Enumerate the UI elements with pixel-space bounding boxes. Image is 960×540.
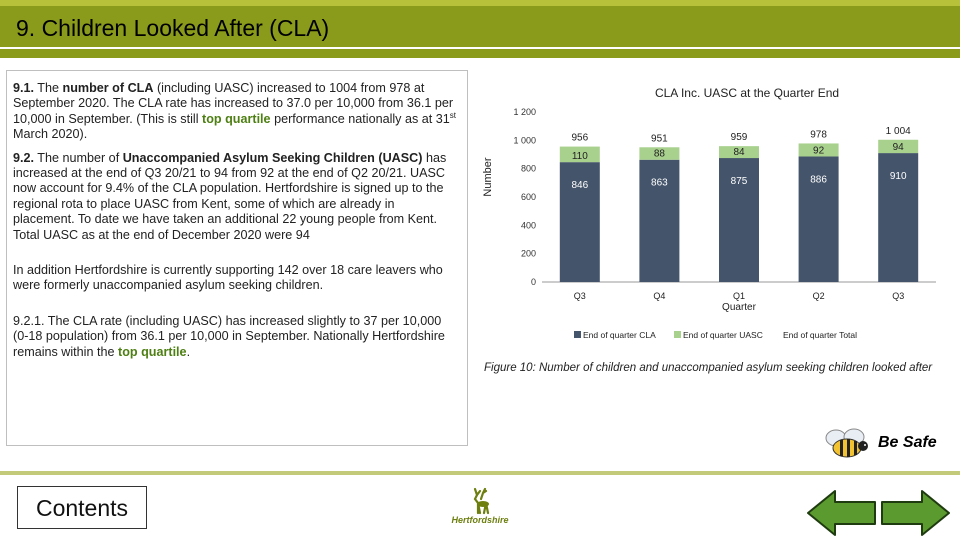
data-label-uasc: 94 [892,142,904,154]
text-panel [6,70,468,446]
next-arrow-button[interactable] [878,488,952,540]
page-title: 9. Children Looked After (CLA) [16,15,330,41]
data-label-total: 951 [651,133,668,145]
title-strip [0,0,960,6]
bold-text: number of CLA [62,81,154,95]
left-arrow-icon [805,488,879,538]
highlight-text: top quartile [118,344,187,359]
text: March 2020). [13,127,88,142]
hertfordshire-logo [448,485,512,529]
legend-swatch [674,331,681,338]
x-tick-label: Q4 [653,291,666,301]
chart-area [478,70,956,360]
text: has increased at the end of Q3 20/21 to 94 from 92 at the end of Q2 20/21. UASC now account for 9.4% of the CLA population. Hertfordshire is signed up to the regional rota to place UASC from Kent, some of which are already in placement. To date we have taken an additional 22 young people from Kent. Total UASC as at the end of December 2020 were 94 [13,150,447,242]
text: The number of [34,150,123,165]
x-tick-label: Q2 [812,291,825,301]
figure-caption: Figure 10: Number of children and unaccompanied asylum seeking children looked after [484,362,933,374]
x-tick-label: Q3 [573,291,586,301]
data-label-uasc: 88 [653,148,665,160]
y-tick-label: 0 [530,277,536,287]
bold-text: Unaccompanied Asylum Seeking Children (UASC) [122,150,423,165]
bee-icon [818,426,876,462]
data-label-uasc: 92 [813,145,825,157]
x-tick-label: Q1 [732,291,746,301]
y-tick-label: 200 [520,248,536,259]
data-label-total: 959 [730,132,748,144]
paragraph-9-2 [13,151,459,243]
logo-label: Hertfordshire [451,515,509,525]
data-label-total: 978 [810,129,827,141]
legend-label: End of quarter Total [783,330,858,340]
text: performance nationally as at 31 [270,111,450,126]
be-safe-badge [816,426,956,462]
x-axis-label: Quarter [722,302,756,313]
text: (including UASC) increased to 1004 from 978 at September 2020. The CLA rate has increased to 37.0 per 10,000 from 36.1 per 10,000 in September. (This is still [13,81,454,126]
legend-label: End of quarter CLA [583,330,656,340]
data-label-cla: 910 [889,171,907,183]
section-number: 9.2.1. [13,313,45,328]
title-bar [0,0,960,58]
y-tick-label: 1 200 [513,107,536,117]
data-label-uasc: 84 [733,147,745,159]
previous-arrow-button[interactable] [805,488,879,540]
text: The CLA rate (including UASC) has increased slightly to 37 per 10,000 (0-18 population) from 36.1 per 10,000 in September. Nationally Hertfordshire remains within the [13,313,445,359]
right-arrow-icon [878,488,952,538]
y-axis-label: Number [482,157,494,197]
y-tick-label: 800 [520,163,536,174]
section-number: 9.2. [13,150,35,165]
data-label-total: 1 004 [885,125,911,137]
paragraph-9-1 [13,81,459,143]
data-label-total: 956 [571,132,589,144]
chart-title: CLA Inc. UASC at the Quarter End [654,86,840,100]
y-tick-label: 1 000 [513,135,536,146]
legend-swatch [574,331,581,338]
contents-button[interactable]: Contents [17,486,147,529]
text: . [186,344,191,359]
data-label-cla: 863 [651,177,668,189]
y-tick-label: 600 [520,192,536,202]
be-safe-label: Be Safe [878,434,937,451]
superscript: st [449,110,457,120]
stag-icon [448,485,512,517]
data-label-cla: 846 [571,180,589,192]
legend-label: End of quarter UASC [683,330,763,340]
data-label-cla: 886 [810,174,827,186]
highlight-text: top quartile [202,111,271,126]
stacked-bar-chart [478,70,956,360]
section-number: 9.1. [13,81,35,95]
x-tick-label: Q3 [892,291,905,301]
title-separator [0,47,960,49]
footer-divider [0,471,960,475]
text: The [34,81,63,95]
y-tick-label: 400 [520,220,536,231]
data-label-uasc: 110 [571,151,588,163]
legend-swatch [774,331,781,338]
data-label-cla: 875 [730,176,748,188]
paragraph-care-leavers: In addition Hertfordshire is currently supporting 142 over 18 care leavers who were formerly unaccompanied asylum seeking children. [13,263,443,293]
paragraph-9-2-1 [13,314,459,360]
